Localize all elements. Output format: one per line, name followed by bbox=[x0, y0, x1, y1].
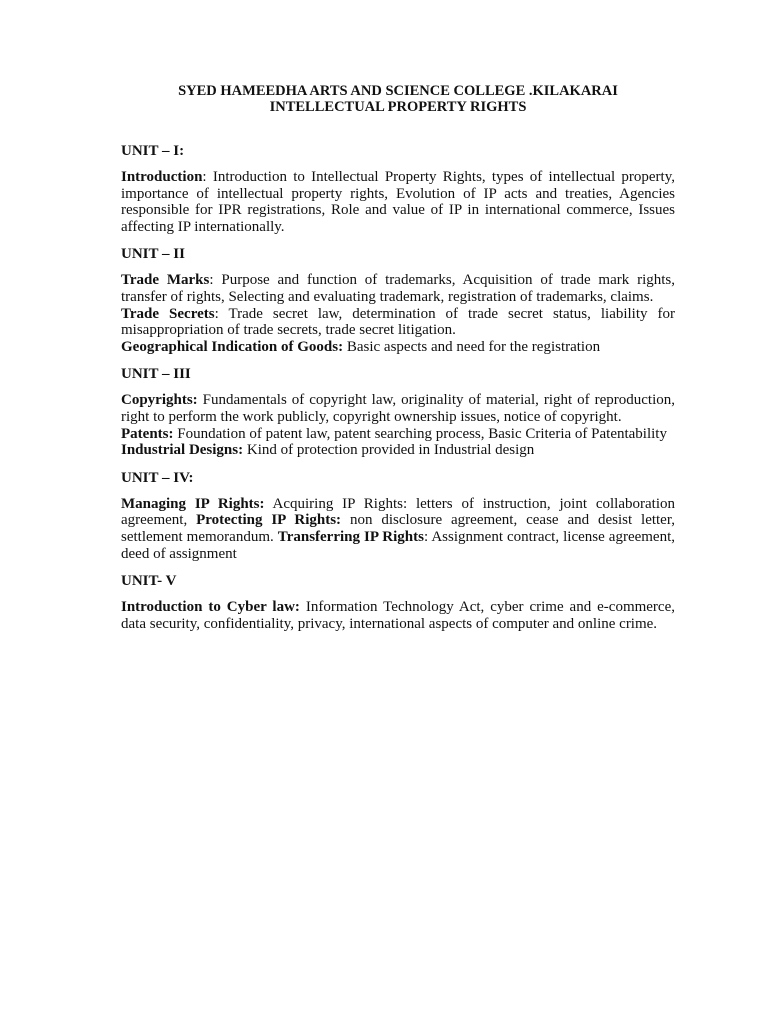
cyber-law-paragraph bbox=[121, 599, 675, 632]
patents-label: Patents: bbox=[121, 425, 174, 442]
document-header bbox=[121, 83, 675, 115]
course-title: INTELLECTUAL PROPERTY RIGHTS bbox=[269, 99, 527, 115]
patents-text: Foundation of patent law, patent searching process, Basic Criteria of Patentability bbox=[173, 425, 667, 442]
managing-ip-rights-paragraph bbox=[121, 496, 675, 562]
unit-1-title: UNIT – I: bbox=[121, 143, 185, 159]
unit-4-title: UNIT – IV: bbox=[121, 469, 194, 486]
cyber-law-label: Introduction to Cyber law: bbox=[121, 599, 300, 616]
protecting-ip-rights-text: non disclosure agreement, cease and desist letter, settlement memorandum. bbox=[121, 512, 675, 545]
transferring-ip-rights-label: Transferring IP Rights bbox=[277, 528, 424, 545]
unit-2-title: UNIT – II bbox=[121, 246, 185, 263]
patents-paragraph bbox=[121, 426, 675, 443]
cyber-law-text: Information Technology Act, cyber crime and e-commerce, data security, confidentiality, privacy, international aspects of computer and online crime. bbox=[121, 599, 675, 632]
unit-5-title: UNIT- V bbox=[121, 573, 177, 590]
introduction-label: Introduction bbox=[121, 169, 203, 185]
trade-secrets-label: Trade Secrets bbox=[121, 305, 215, 322]
industrial-designs-label: Industrial Designs: bbox=[121, 442, 244, 459]
geographical-indication-label: Geographical Indication of Goods: bbox=[121, 338, 344, 355]
college-name: SYED HAMEEDHA ARTS AND SCIENCE COLLEGE .KILAKARAI bbox=[178, 83, 618, 99]
syllabus-page bbox=[121, 83, 675, 632]
geographical-indication-text: Basic aspects and need for the registration bbox=[343, 338, 601, 355]
trade-marks-label: Trade Marks bbox=[121, 272, 210, 289]
industrial-designs-text: Kind of protection provided in Industrial design bbox=[243, 442, 535, 459]
unit-3-title: UNIT – III bbox=[121, 366, 191, 383]
protecting-ip-rights-label: Protecting IP Rights: bbox=[196, 512, 342, 529]
managing-ip-rights-label: Managing IP Rights: bbox=[121, 495, 265, 512]
geographical-indication-paragraph bbox=[121, 339, 675, 356]
managing-ip-rights-text: Acquiring IP Rights: letters of instruction, joint collaboration agreement, bbox=[121, 495, 675, 529]
trade-marks-text: : Purpose and function of trademarks, Acquisition of trade mark rights, transfer of rights, Selecting and evaluating trademark, registration of trademarks, claims. bbox=[121, 272, 675, 305]
transferring-ip-rights-text: : Assignment contract, license agreement, deed of assignment bbox=[121, 528, 676, 562]
copyrights-label: Copyrights: bbox=[121, 392, 198, 409]
industrial-designs-paragraph bbox=[121, 442, 675, 459]
copyrights-text: Fundamentals of copyright law, originality of material, right of reproduction, right to perform the work publicly, copyright ownership issues, notice of copyright. bbox=[121, 392, 675, 425]
trade-secrets-text: : Trade secret law, determination of trade secret status, liability for misappropriation of trade secrets, trade secret litigation. bbox=[121, 305, 675, 339]
unit-1-introduction bbox=[121, 169, 675, 235]
trade-marks-paragraph bbox=[121, 272, 675, 305]
introduction-text: : Introduction to Intellectual Property Rights, types of intellectual property, importance of intellectual property rights, Evolution of IP acts and treaties, Agencies responsible for IPR registrations, Role and value of IP in international commerce, Issues affecting IP internationally. bbox=[121, 169, 675, 235]
trade-secrets-paragraph bbox=[121, 306, 675, 339]
copyrights-paragraph bbox=[121, 392, 675, 425]
